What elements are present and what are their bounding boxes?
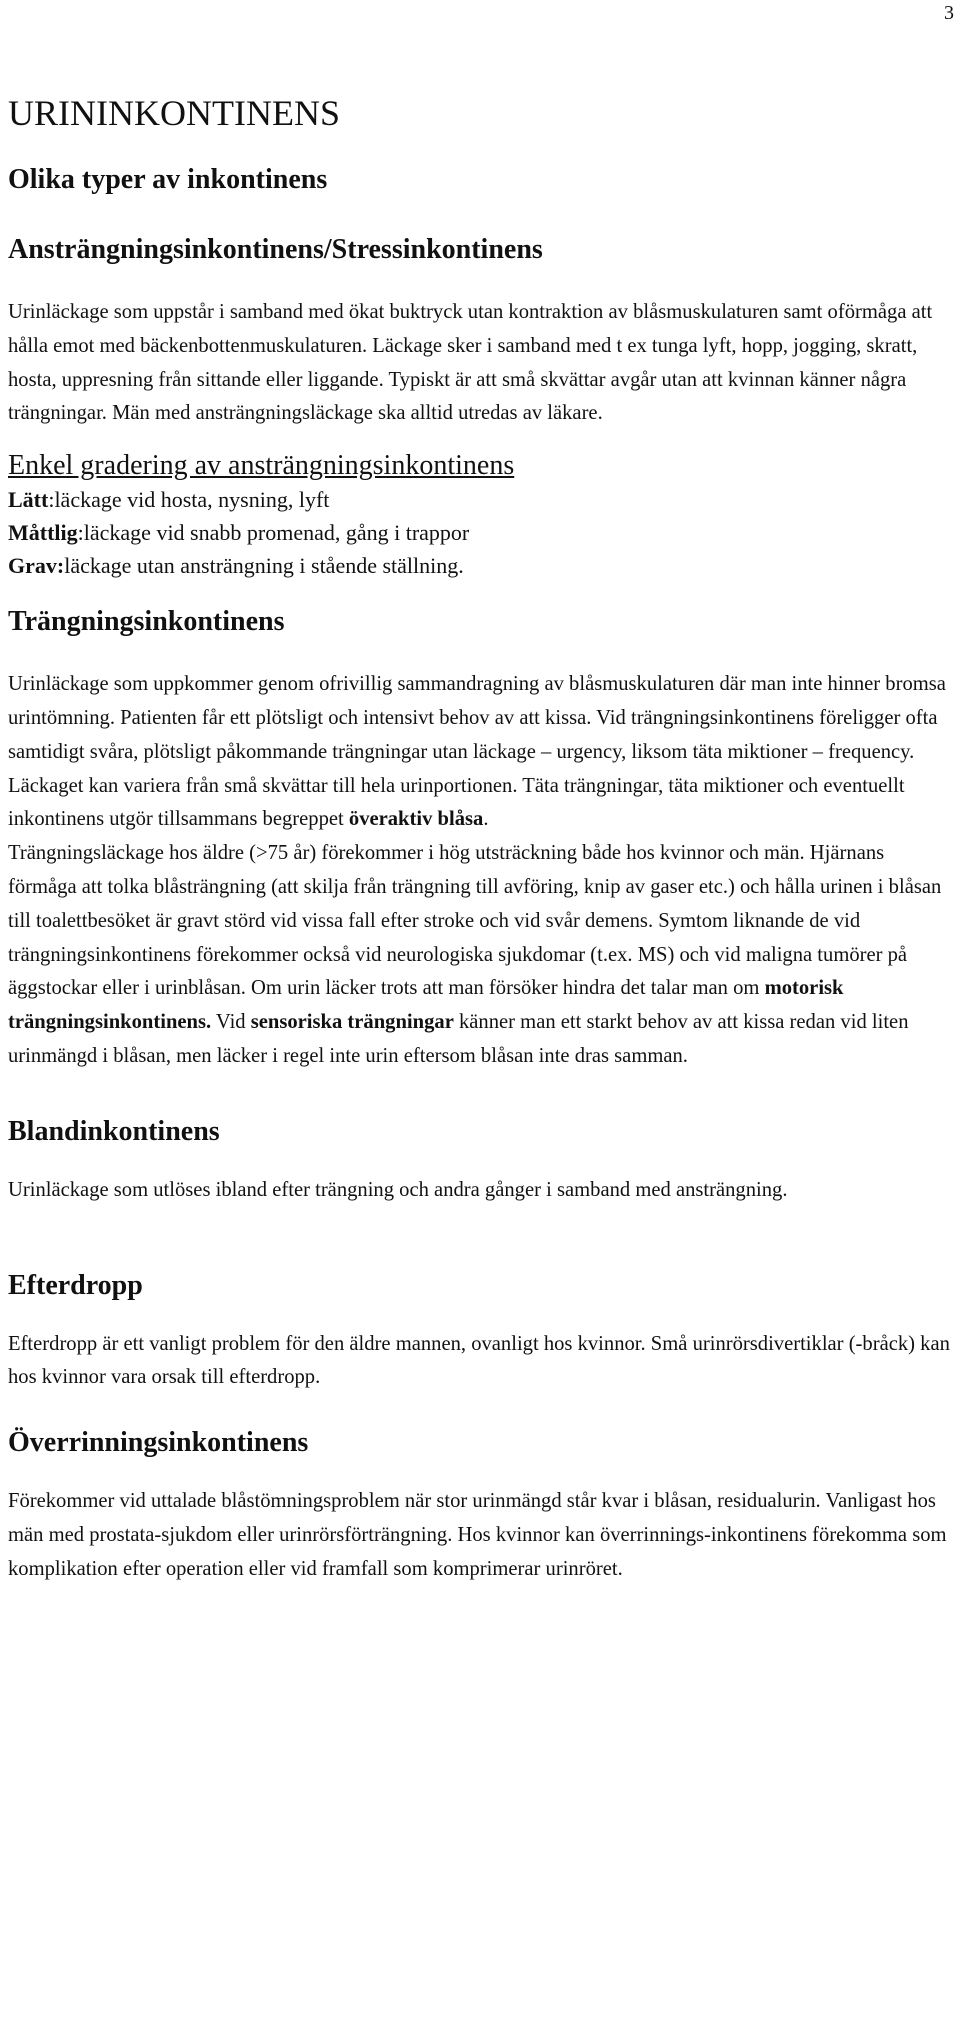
document-subtitle: Olika typer av inkontinens: [8, 164, 328, 195]
stress-heading: Ansträngningsinkontinens/Stressinkontinens: [8, 234, 543, 265]
grade-label: Grav:: [8, 553, 65, 579]
urge-paragraph-1: [8, 668, 954, 837]
grade-text: :läckage vid snabb promenad, gång i trappor: [77, 520, 470, 546]
overflow-heading: Överrinningsinkontinens: [8, 1427, 309, 1459]
mixed-heading: Blandinkontinens: [8, 1115, 220, 1147]
urge-bold-motor: motorisk trängningsinkontinens.: [8, 977, 844, 1034]
grade-row-mild: [8, 483, 954, 516]
page-title: URININKONTINENS: [8, 93, 340, 133]
grade-text: läckage utan ansträngning i stående ställning.: [64, 553, 464, 579]
urge-paragraph-2: [8, 837, 954, 1074]
urge-text: Urinläckage som uppkommer genom ofrivillig sammandragning av blåsmuskulaturen där man inte hinner bromsa urintömning. Patienten får ett plötsligt och intensivt behov av att kissa. Vid trängningsinkontinens föreligger ofta samtidigt svåra, plötsligt påkommande trängningar utan läckage – urgency, liksom täta miktioner – frequency. Läckaget kan variera från små skvättar till hela urinportionen. Täta trängningar, täta miktioner och eventuellt inkontinens utgör tillsammans begreppet: [8, 673, 946, 831]
document-body: [8, 90, 954, 1587]
mixed-paragraph: Urinläckage som utlöses ibland efter trängning och andra gånger i samband med ansträngning.: [8, 1178, 788, 1201]
dribble-paragraph: Efterdropp är ett vanligt problem för den äldre mannen, ovanligt hos kvinnor. Små urinrörsdivertiklar (-bråck) kan hos kvinnor vara orsak till efterdropp.: [8, 1332, 950, 1389]
grade-row-moderate: [8, 516, 954, 549]
overflow-paragraph: Förekommer vid uttalade blåstömningsproblem när stor urinmängd står kvar i blåsan, residualurin. Vanligast hos män med prostata-sjukdom eller urinrörsförträngning. Hos kvinnor kan överrinnings-inkontinens förekomma som komplikation efter operation eller vid framfall som komprimerar urinröret.: [8, 1490, 947, 1580]
stress-paragraph: Urinläckage som uppstår i samband med ökat buktryck utan kontraktion av blåsmuskulaturen samt oförmåga att hålla emot med bäckenbottenmuskulaturen. Läckage sker i samband med t ex tunga lyft, hopp, jogging, skratt, hosta, uppresning från sittande eller liggande. Typiskt är att små skvättar avgår utan att kvinnan känner några trängningar. Män med ansträngningsläckage ska alltid utredas av läkare.: [8, 301, 933, 425]
urge-text-mid: Vid: [211, 1011, 251, 1034]
urge-heading: Trängningsinkontinens: [8, 606, 285, 638]
urge-text-end: känner man ett starkt behov av att kissa redan vid liten urinmängd i blåsan, men läcker i regel inte urin eftersom blåsan inte dras samman.: [8, 1011, 909, 1067]
urge-text-end: .: [483, 808, 489, 831]
urge-bold-sensory: sensoriska trängningar: [250, 1011, 454, 1034]
grade-label: Måttlig: [8, 520, 78, 546]
dribble-heading: Efterdropp: [8, 1269, 143, 1301]
grade-row-severe: [8, 549, 954, 582]
urge-bold-term: överaktiv blåsa: [348, 808, 484, 831]
grading-title: Enkel gradering av ansträngningsinkontinens: [8, 450, 515, 482]
grade-text: :läckage vid hosta, nysning, lyft: [48, 487, 330, 513]
urge-text: Trängningsläckage hos äldre (>75 år) förekommer i hög utsträckning både hos kvinnor och män. Hjärnans förmåga att tolka blåsträngning (att skilja från trängning till avföring, knip av gaser etc.) och hålla urinen i blåsan till toalettbesöket är gravt störd vid vissa fall efter stroke och vid svår demens. Symtom liknande de vid trängningsinkontinens förekommer också vid neurologiska sjukdomar (t.ex. MS) och vid maligna tumörer på äggstockar eller i urinblåsan. Om urin läcker trots att man försöker hindra det talar man om: [8, 842, 942, 1000]
grade-label: Lätt: [8, 487, 49, 513]
page-number: 3: [944, 2, 954, 24]
